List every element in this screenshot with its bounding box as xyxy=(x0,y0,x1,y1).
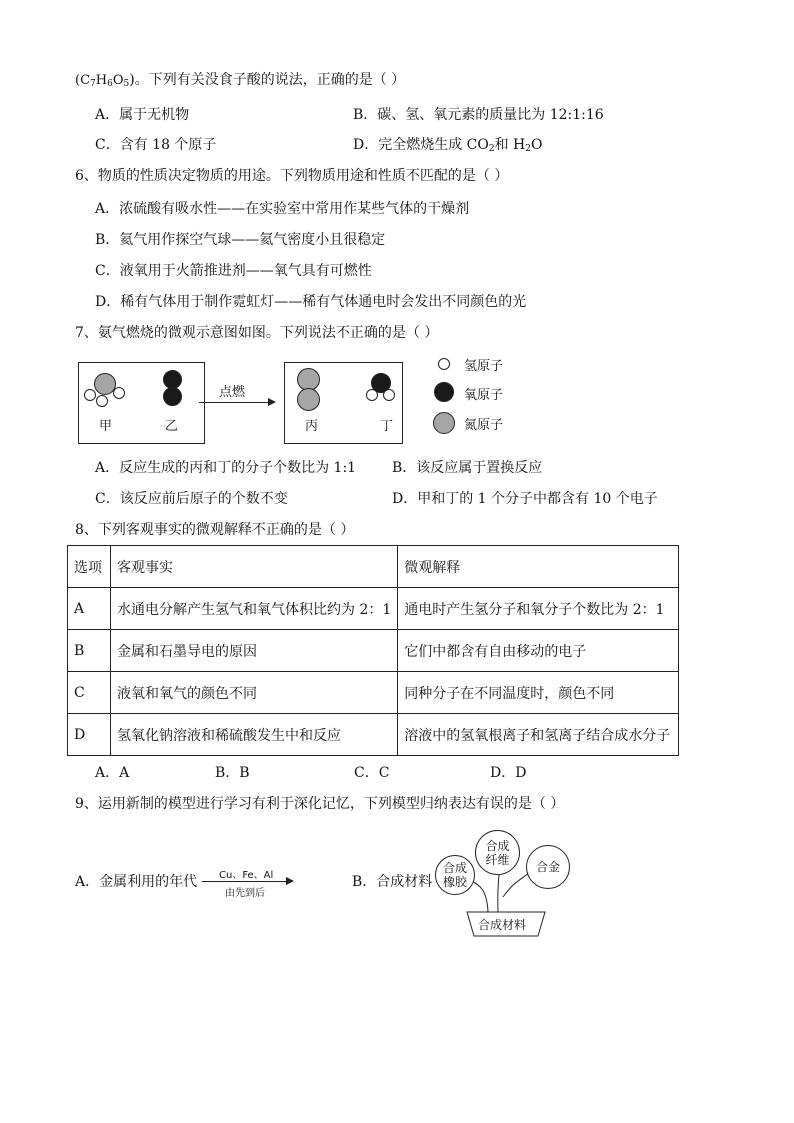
q6-option-a: A．浓硫酸有吸水性——在实验室中常用作某些气体的干燥剂 xyxy=(95,201,470,217)
label-ding: 丁 xyxy=(380,419,394,434)
q8-stem: 8、下列客观事实的微观解释不正确的是（ ） xyxy=(75,522,355,538)
metal-order-bottom-label: 由先到后 xyxy=(225,888,265,899)
metal-order-top-label: Cu、Fe、Al xyxy=(219,870,274,881)
table-cell: A xyxy=(68,588,111,630)
q9-option-a-text: A．金属利用的年代 xyxy=(75,874,198,890)
q6-stem: 6、物质的性质决定物质的用途。下列物质用途和性质不匹配的是（ ） xyxy=(75,168,509,184)
q8-option-a: A．A xyxy=(95,765,130,781)
bubble-synthetic-fiber: 合成纤维 xyxy=(475,830,520,875)
table-cell: 同种分子在不同温度时，颜色不同 xyxy=(398,672,679,714)
q5-option-c: C．含有 18 个原子 xyxy=(95,137,217,153)
q6-option-d: D．稀有气体用于制作霓虹灯——稀有气体通电时会发出不同颜色的光 xyxy=(95,294,527,310)
table-cell: 它们中都含有自由移动的电子 xyxy=(398,630,679,672)
table-cell: C xyxy=(68,672,111,714)
q8-option-c: C．C xyxy=(354,765,390,781)
q7-stem: 7、氨气燃烧的微观示意图如图。下列说法不正确的是（ ） xyxy=(75,325,439,341)
q7-option-a: A．反应生成的丙和丁的分子个数比为 1:1 xyxy=(95,460,357,476)
q7-option-b: B．该反应属于置换反应 xyxy=(392,460,543,476)
legend-oxygen-label: 氧原子 xyxy=(464,388,504,403)
table-cell: 液氧和氧气的颜色不同 xyxy=(111,672,398,714)
bubble-synthetic-rubber: 合成橡胶 xyxy=(435,855,475,895)
table-cell: 通电时产生氢分子和氧分子个数比为 2：1 xyxy=(398,588,679,630)
q9-option-b-text: B．合成材料 xyxy=(352,874,433,890)
table-cell: 金属和石墨导电的原因 xyxy=(111,630,398,672)
q8-option-b: B．B xyxy=(215,765,250,781)
bubble-alloy: 合金 xyxy=(526,845,570,889)
table-cell: B xyxy=(68,630,111,672)
q7-option-d: D．甲和丁的 1 个分子中都含有 10 个电子 xyxy=(392,491,658,507)
q9-stem: 9、运用新制的模型进行学习有利于深化记忆，下列模型归纳表达有误的是（ ） xyxy=(75,796,565,812)
arrow-label: 点燃 xyxy=(219,385,246,400)
table-header-cell: 客观事实 xyxy=(111,546,398,588)
q5-option-d: D．完全燃烧生成 $CO_2$和 $H_2O$ xyxy=(353,137,543,154)
q6-option-c: C．液氧用于火箭推进剂——氧气具有可燃性 xyxy=(95,263,372,279)
pot-label: 合成材料 xyxy=(478,918,527,932)
q8-option-d: D．D xyxy=(490,765,527,781)
legend-nitrogen-label: 氮原子 xyxy=(464,418,504,433)
legend-hydrogen-label: 氢原子 xyxy=(464,359,504,374)
table-cell: 水通电分解产生氢气和氧气体积比约为 2：1 xyxy=(111,588,398,630)
table-header-cell: 微观解释 xyxy=(398,546,679,588)
q7-option-c: C．该反应前后原子的个数不变 xyxy=(95,491,288,507)
q5-option-b: B．碳、氢、氧元素的质量比为 12:1:16 xyxy=(353,107,604,123)
q5-option-a: A．属于无机物 xyxy=(95,107,190,123)
table-cell: 氢氧化钠溶液和稀硫酸发生中和反应 xyxy=(111,714,398,756)
table-cell: 溶液中的氢氧根离子和氢离子结合成水分子 xyxy=(398,714,679,756)
table-header-cell: 选项 xyxy=(68,546,111,588)
label-bing: 丙 xyxy=(305,419,319,434)
q6-option-b: B．氦气用作探空气球——氦气密度小且很稳定 xyxy=(95,232,386,248)
label-yi: 乙 xyxy=(165,419,179,434)
table-cell: D xyxy=(68,714,111,756)
label-jia: 甲 xyxy=(99,419,113,434)
q5-stem: $(C_7H_6O_5)$。下列有关没食子酸的说法，正确的是（ ） xyxy=(75,72,406,89)
